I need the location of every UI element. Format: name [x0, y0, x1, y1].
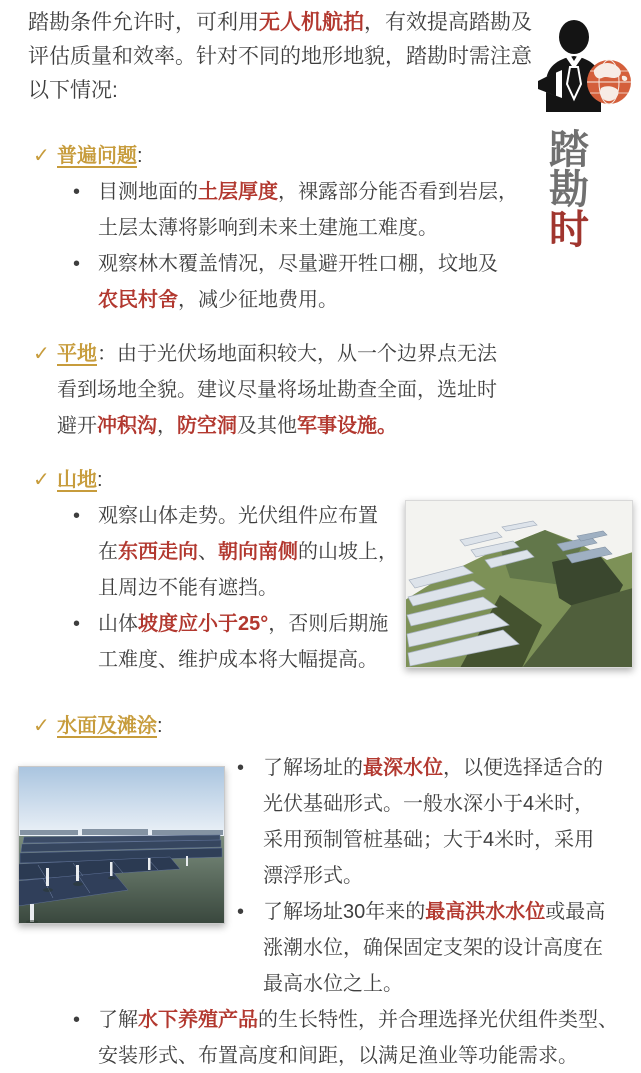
text-line: 观察山体走势。光伏组件应布置	[98, 505, 378, 527]
vertical-label-char: 时	[549, 208, 589, 252]
vertical-label-char: 勘	[549, 168, 589, 212]
text-line: 观察林木覆盖情况，尽量避开牲口棚，坟地及	[98, 253, 498, 275]
floating-pv-photo	[18, 766, 225, 924]
surveyor-globe-icon	[538, 20, 634, 112]
section-header	[33, 336, 497, 444]
text-line: 了解场址30年来的最高洪水水位或最高	[263, 901, 606, 923]
bullet-icon: •	[73, 181, 81, 203]
bullet-list	[73, 174, 518, 318]
check-icon: ✓	[33, 145, 50, 167]
check-icon: ✓	[33, 343, 50, 365]
text-line: 工难度、维护成本将大幅提高。	[98, 649, 378, 671]
bullet-list	[73, 498, 398, 678]
bullet-text	[98, 498, 398, 606]
text-line: 在东西走向、朝向南侧的山坡上，	[98, 541, 398, 563]
text-line: 土层太薄将影响到未来土建施工难度。	[98, 217, 438, 239]
text-line: 农民村舍，减少征地费用。	[98, 289, 338, 311]
bullet-item	[73, 606, 398, 678]
text-line: 看到场地全貌。建议尽量将场址勘查全面，选址时	[57, 379, 497, 401]
text-line: 安装形式、布置高度和间距，以满足渔业等功能需求。	[98, 1045, 578, 1067]
bullet-icon: •	[73, 1009, 81, 1031]
section-header	[33, 708, 163, 744]
text-line: 涨潮水位，确保固定支架的设计高度在	[263, 937, 603, 959]
bullet-item	[237, 894, 605, 1002]
bullet-icon: •	[237, 901, 245, 923]
bullet-icon: •	[73, 505, 81, 527]
section-text	[57, 336, 497, 444]
check-icon: ✓	[33, 469, 50, 491]
text-line: 最高水位之上。	[263, 973, 403, 995]
text-line: 采用预制管桩基础；大于4米时，采用	[263, 829, 595, 851]
section-title: 普遍问题:	[57, 145, 143, 167]
bullet-text	[98, 246, 498, 318]
water-bottom-bullet	[73, 1002, 618, 1073]
section-common-issues	[33, 138, 518, 318]
globe-icon	[587, 60, 631, 104]
section-mountain	[33, 462, 398, 678]
text-line: 避开冲积沟，防空洞及其他军事设施。	[57, 415, 397, 437]
vertical-label	[547, 130, 591, 250]
text-line: 漂浮形式。	[263, 865, 363, 887]
intro-line: 评估质量和效率。针对不同的地形地貌，踏勘时需注意	[28, 45, 532, 68]
bullet-text	[98, 606, 388, 678]
intro-line: 以下情况:	[28, 79, 118, 102]
section-flat-land	[33, 336, 497, 444]
bullet-item	[73, 246, 518, 318]
bullet-icon: •	[73, 253, 81, 275]
intro-paragraph	[28, 6, 532, 108]
section-title: 山地:	[57, 469, 103, 491]
text-line: 了解场址的最深水位，以便选择适合的	[263, 757, 603, 779]
vertical-label-char: 踏	[549, 128, 589, 172]
text-line: 平地：由于光伏场地面积较大，从一个边界点无法	[57, 343, 497, 365]
bullet-item	[73, 498, 398, 606]
bullet-text	[263, 894, 605, 1002]
section-header	[33, 462, 398, 498]
bullet-item	[73, 174, 518, 246]
bullet-text	[98, 174, 518, 246]
bullet-icon: •	[237, 757, 245, 779]
section-water	[33, 708, 163, 744]
text-line: 且周边不能有遮挡。	[98, 577, 278, 599]
bullet-icon: •	[73, 613, 81, 635]
text-line: 目测地面的土层厚度，裸露部分能否看到岩层，	[98, 181, 518, 203]
check-icon: ✓	[33, 715, 50, 737]
person-silhouette-icon	[538, 20, 601, 112]
section-header	[33, 138, 518, 174]
intro-line: 踏勘条件允许时，可利用无人机航拍，有效提高踏勘及	[28, 11, 532, 34]
text-line: 光伏基础形式。一般水深小于4米时，	[263, 793, 595, 815]
mountain-pv-photo	[405, 500, 633, 668]
bullet-item	[237, 750, 605, 894]
text-line: 了解水下养殖产品的生长特性，并合理选择光伏组件类型、	[98, 1009, 618, 1031]
water-bullet-list	[237, 750, 605, 1002]
section-title: 水面及滩涂:	[57, 715, 163, 737]
bullet-item	[73, 1002, 618, 1073]
bullet-text	[98, 1002, 618, 1073]
text-line: 山体坡度应小于25°，否则后期施	[98, 613, 389, 635]
bullet-text	[263, 750, 603, 894]
